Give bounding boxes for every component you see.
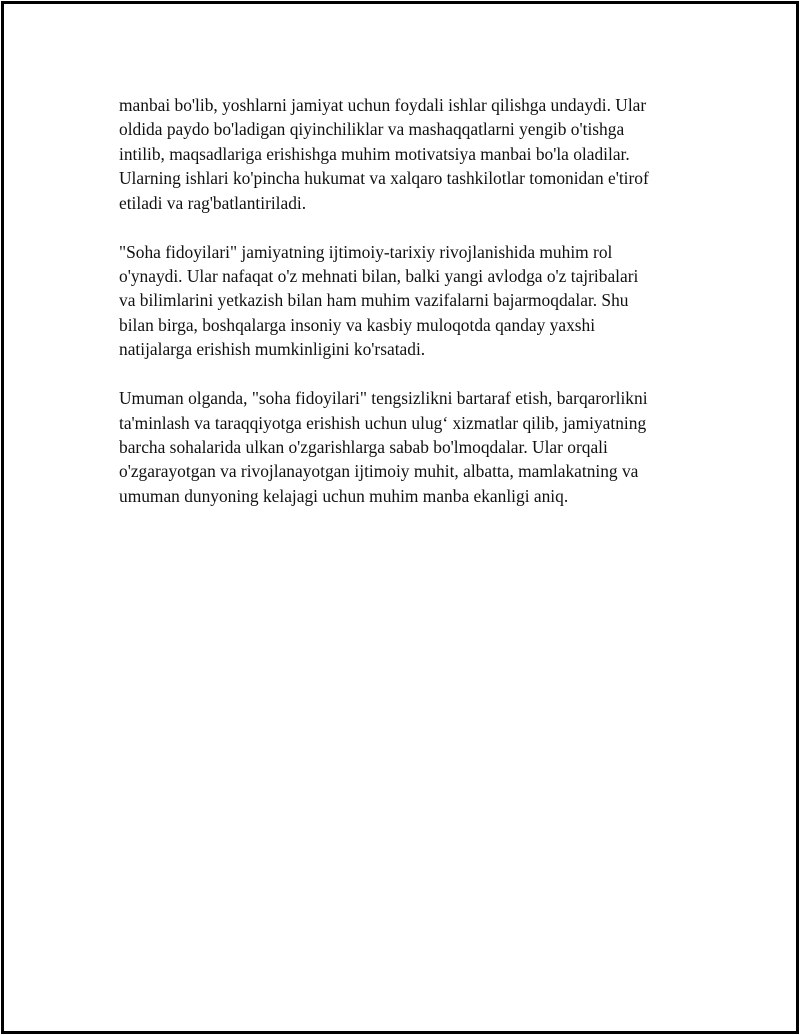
page-frame [1, 1, 799, 1034]
paragraph-conclusion: Umuman olganda, "soha fidoyilari" tengsizlikni bartaraf etish, barqarorlikni ta'minlash va taraqqiyotga erishish uchun ulug‘ xizmatlar qilib, jamiyatning barcha sohalarida ulkan o'zgarishlarga sabab bo'lmoqdalar. Ular orqali o'zgarayotgan va rivojlanayotgan ijtimoiy muhit, albatta, mamlakatning va umuman dunyoning kelajagi uchun muhim manba ekanligi aniq. [119, 388, 648, 506]
paragraph-social-role: "Soha fidoyilari" jamiyatning ijtimoiy-tarixiy rivojlanishida muhim rol o'ynaydi. Ular nafaqat o'z mehnati bilan, balki yangi avlodga o'z tajribalari va bilimlarini yetkazish bilan ham muhim vazifalarni bajarmoqdalar. Shu bilan birga, boshqalarga insoniy va kasbiy muloqotda qanday yaxshi natijalarga erishish mumkinligini ko'rsatadi. [119, 241, 639, 360]
paragraph-motivation: manbai bo'lib, yoshlarni jamiyat uchun foydali ishlar qilishga undaydi. Ular oldida paydo bo'ladigan qiyinchiliklar va mashaqqatlarni yengib o'tishga intilib, maqsadlariga erishishga muhim motivatsiya manbai bo'la oladilar. Ularning ishlari ko'pincha hukumat va xalqaro tashkilotlar tomonidan e'tirof etiladi va rag'batlantiriladi. [119, 95, 649, 213]
document-body [119, 93, 689, 533]
